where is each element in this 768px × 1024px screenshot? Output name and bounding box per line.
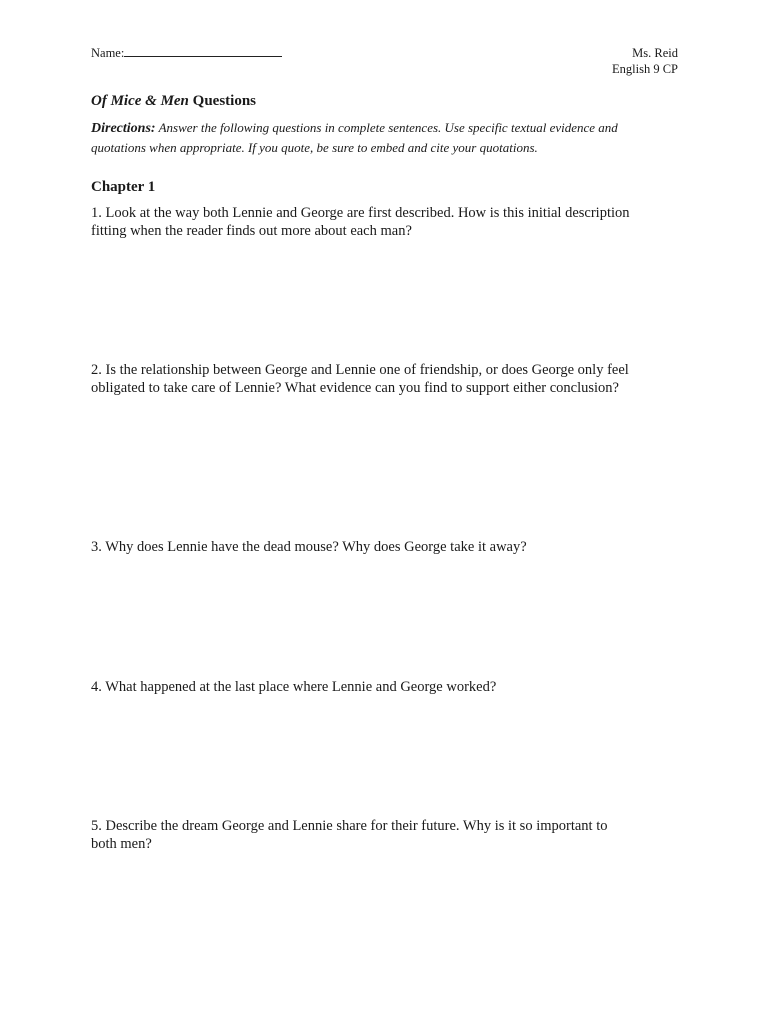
course-name: English 9 CP [612, 62, 678, 76]
teacher-info [612, 45, 678, 77]
book-title: Of Mice & Men [91, 93, 189, 109]
name-field[interactable] [91, 46, 282, 61]
question-3: 3. Why does Lennie have the dead mouse? Why does George take it away? [91, 539, 527, 555]
directions [91, 118, 631, 157]
teacher-name: Ms. Reid [632, 46, 678, 60]
worksheet-title [91, 93, 256, 110]
name-blank-line[interactable] [124, 46, 282, 57]
question-2: 2. Is the relationship between George and Lennie one of friendship, or does George only feel obligated to take care of Lennie? What evidence can you find to support either conclusion? [91, 362, 629, 396]
directions-text: Answer the following questions in complete sentences. Use specific textual evidence and quotations when appropriate. If you quote, be sure to embed and cite your quotations. [91, 120, 618, 155]
question-5: 5. Describe the dream George and Lennie share for their future. Why is it so important to both men? [91, 818, 608, 852]
chapter-heading: Chapter 1 [91, 179, 156, 195]
directions-label: Directions: [91, 121, 156, 136]
question-4: 4. What happened at the last place where Lennie and George worked? [91, 679, 497, 695]
title-suffix: Questions [188, 93, 257, 109]
name-label: Name: [91, 46, 125, 60]
question-1: 1. Look at the way both Lennie and George are first described. How is this initial description fitting when the reader finds out more about each man? [91, 205, 630, 239]
